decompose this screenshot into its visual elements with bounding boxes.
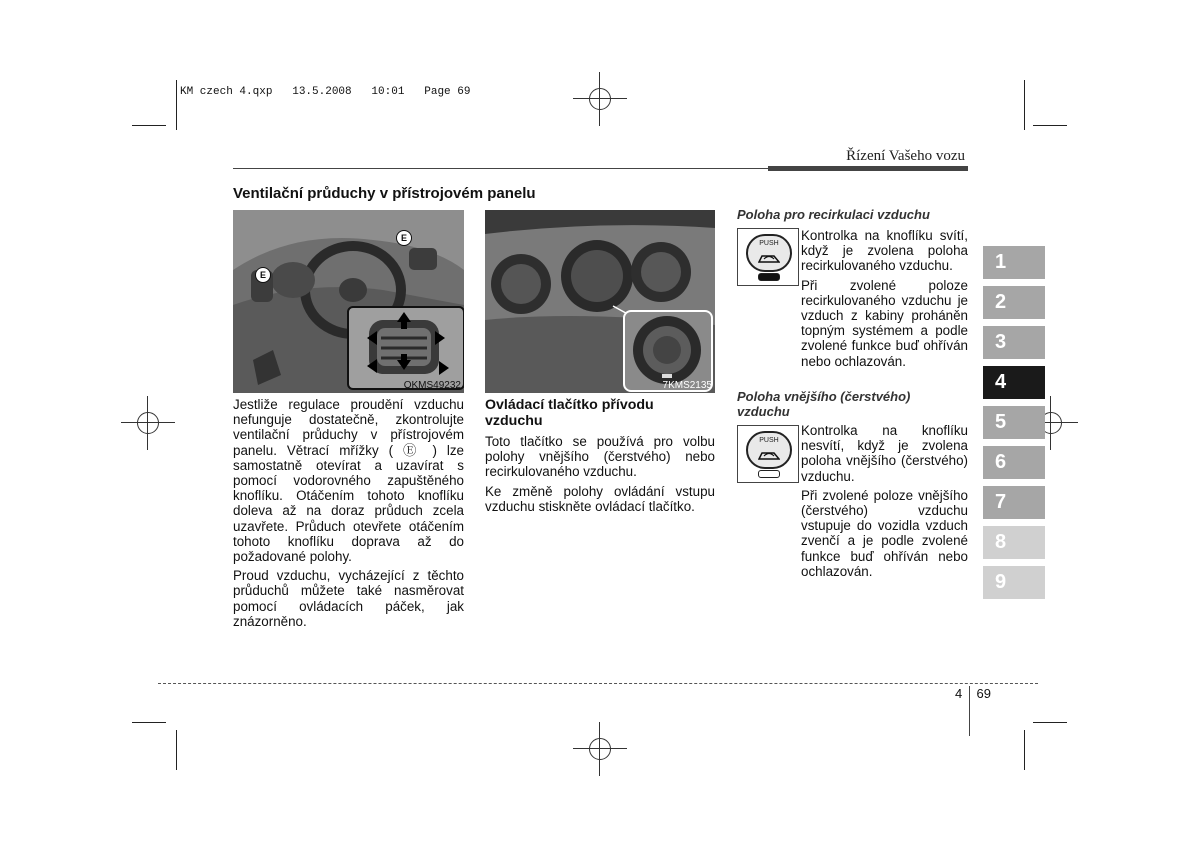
chapter-tab-7[interactable]: 7	[983, 486, 1045, 519]
knob-detail-illustration	[625, 312, 711, 390]
crop-mark	[1024, 80, 1025, 130]
vent-arrows-illustration	[349, 308, 463, 388]
paragraph: Proud vzduchu, vycházející z těchto průduchů můžete také nasměrovat pomocí ovládacích páček, jak znázorněno.	[233, 568, 464, 629]
column-1-text	[233, 397, 464, 633]
fresh-air-button-illustration	[737, 425, 799, 483]
paragraph: Jestliže regulace proudění vzduchu nefunguje dostatečně, zkontrolujte ventilační průduchy v přístrojovém panelu. Větrací mřížky ( Ⓔ ) lze samostatně otevírat a uzavírat s pomocí vodorovného zapuštěného knoflíku. Otáčením tohoto knoflíku doleva až na doraz průduch zcela uzavřete. Průduch otevřete otáčením tohoto knoflíku doprava až do požadované polohy.	[233, 397, 464, 565]
recirc-heading: Poloha pro recirkulaci vzduchu	[737, 207, 930, 222]
dashboard-vents-figure	[233, 210, 464, 393]
recirc-text	[801, 228, 968, 373]
chapter-tab-9[interactable]: 9	[983, 566, 1045, 599]
header-rule-thick	[768, 166, 968, 171]
recirculation-icon	[758, 449, 780, 461]
fresh-air-heading: Poloha vnějšího (čerstvého) vzduchu	[737, 389, 911, 419]
print-slug: KM czech 4.qxp 13.5.2008 10:01 Page 69	[180, 86, 471, 98]
figure-caption: 7KMS2135	[662, 380, 712, 391]
crop-mark	[132, 125, 166, 126]
push-label: PUSH	[759, 437, 779, 444]
paragraph: Toto tlačítko se používá pro volbu polohy vnějšího (čerstvého) nebo recirkulovaného vzduchu.	[485, 434, 715, 480]
chapter-tab-4[interactable]: 4	[983, 366, 1045, 399]
paragraph: Ke změně polohy ovládání vstupu vzduchu stiskněte ovládací tlačítko.	[485, 483, 715, 514]
paragraph: Kontrolka na knoflíku svítí, když je zvolena poloha recirkulovaného vzduchu.	[801, 228, 968, 274]
chapter-tab-2[interactable]: 2	[983, 286, 1045, 319]
knob	[746, 431, 792, 469]
chapter-tab-6[interactable]: 6	[983, 446, 1045, 479]
column-2-text	[485, 434, 715, 518]
page-header-title: Řízení Vašeho vozu	[846, 148, 965, 164]
page-chapter: 4	[955, 686, 963, 701]
knob	[746, 234, 792, 272]
crop-mark	[132, 722, 166, 723]
chapter-tab-3[interactable]: 3	[983, 326, 1045, 359]
air-intake-heading: Ovládací tlačítko přívodu vzduchu	[485, 397, 654, 429]
paragraph: Kontrolka na knoflíku nesvítí, když je zvolena poloha vnějšího (čerstvého) vzduchu.	[801, 423, 968, 484]
crop-mark	[176, 730, 177, 770]
air-intake-control-figure	[485, 210, 715, 393]
page-num: 69	[976, 686, 991, 701]
page-number-divider	[969, 686, 970, 736]
crop-mark	[1033, 125, 1067, 126]
indicator-light-off	[758, 470, 780, 478]
fresh-air-text	[801, 423, 968, 583]
vent-detail-inset	[347, 306, 464, 390]
figure-caption: OKMS49232	[403, 380, 461, 391]
paragraph: Při zvolené poloze recirkulovaného vzduchu je vzduch z kabiny proháněn topným systémem a podle zvolené funkce buď ohříván nebo ochlazován.	[801, 277, 968, 369]
page-number	[955, 686, 991, 736]
chapter-tab-1[interactable]: 1	[983, 246, 1045, 279]
push-label: PUSH	[759, 240, 779, 247]
crop-mark	[176, 80, 177, 130]
footer-dotted-rule	[158, 683, 1038, 684]
crop-mark	[1024, 730, 1025, 770]
chapter-tab-8[interactable]: 8	[983, 526, 1045, 559]
chapter-tabs	[983, 246, 1045, 606]
recirculation-icon	[758, 252, 780, 264]
paragraph: Při zvolené poloze vnějšího (čerstvého) vzduchu vstupuje do vozidla vzduch zvenčí a je podle zvolené funkce buď ohříván nebo ochlazován.	[801, 487, 968, 579]
chapter-tab-5[interactable]: 5	[983, 406, 1045, 439]
callout-e-right: E	[396, 230, 412, 246]
crop-mark	[1033, 722, 1067, 723]
recirc-button-illustration	[737, 228, 799, 286]
indicator-light-on	[758, 273, 780, 281]
section-title: Ventilační průduchy v přístrojovém panelu	[233, 185, 536, 202]
callout-e-left: E	[255, 267, 271, 283]
